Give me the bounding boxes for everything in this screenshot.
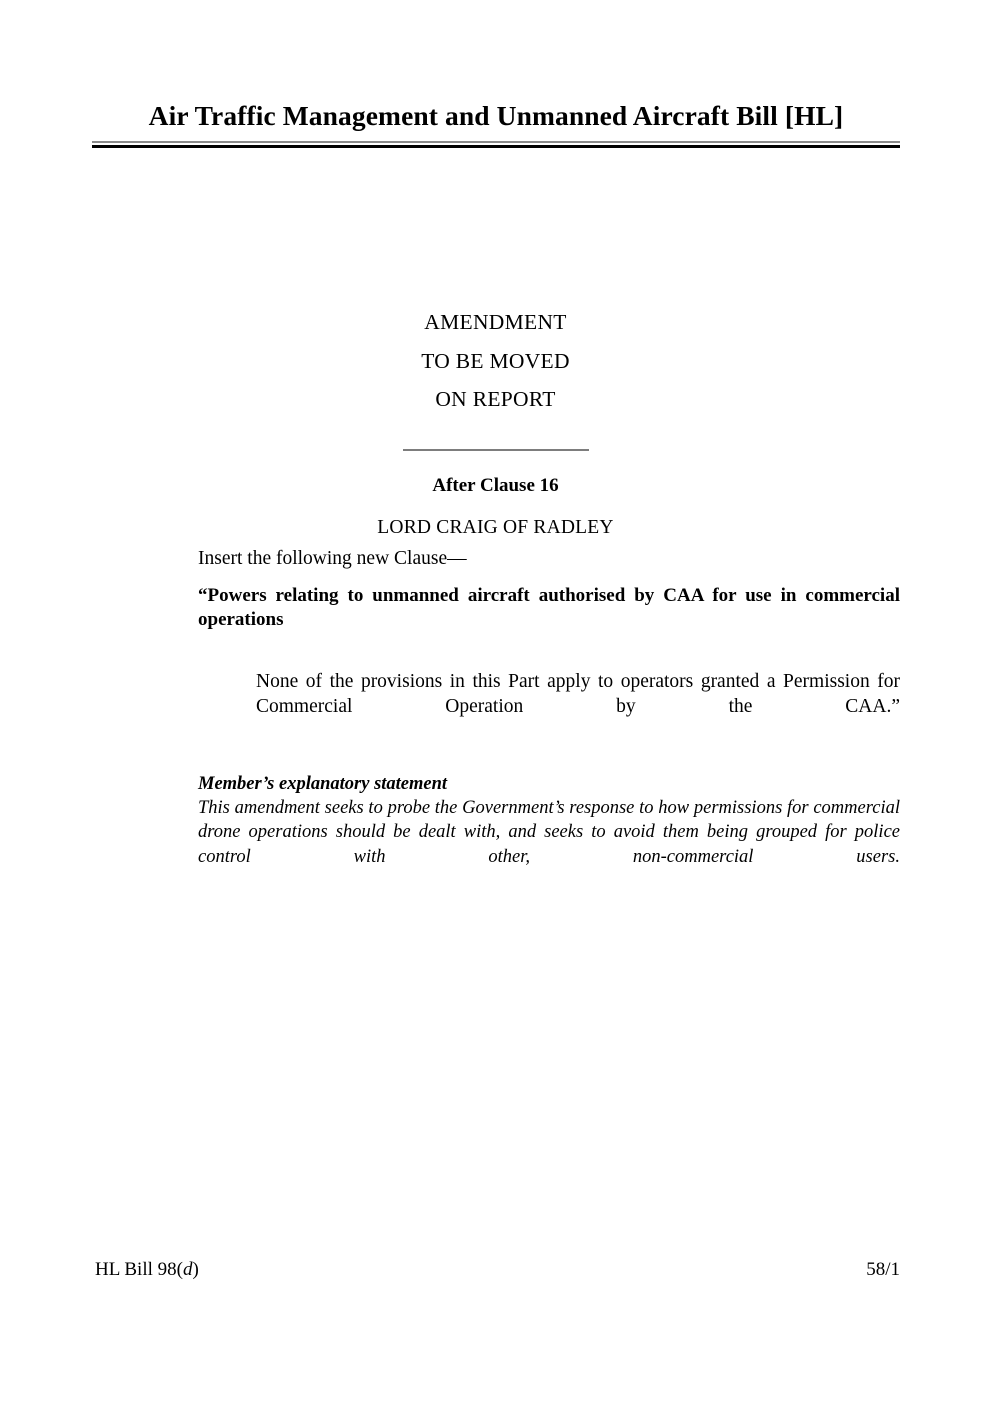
insert-instruction: Insert the following new Clause— [198,548,467,569]
bill-reference-suffix: ) [192,1259,199,1280]
heading-line-to-be-moved: TO BE MOVED [421,348,570,373]
heading-line-amendment: AMENDMENT [424,310,567,334]
page-number: 58/1 [866,1259,900,1280]
explanatory-statement-title: Member’s explanatory statement [198,773,448,794]
title-block [92,100,900,148]
amendment-heading-group [0,303,991,459]
bill-reference-letter: d [182,1259,193,1280]
bill-reference [95,1259,199,1281]
page-footer [95,1259,900,1281]
bill-reference-prefix: HL Bill 98( [95,1259,183,1280]
explanatory-statement-block [198,772,900,894]
clause-heading: “Powers relating to unmanned aircraft authorised by CAA for use in commercial operations [198,584,900,631]
explanatory-statement-text: This amendment seeks to probe the Government’s response to how permissions for commercial drone operations should be dealt with, and seeks to avoid them being grouped for police control with other, non-commercial users. [198,797,900,868]
title-rule-thick [92,145,900,148]
separator-rule-wrap [0,441,991,459]
title-rule-thin [92,141,900,143]
heading-line-on-report: ON REPORT [435,387,556,411]
member-name: LORD CRAIG OF RADLEY [377,517,614,538]
amendment-body [198,546,900,894]
after-clause-heading: After Clause 16 [432,475,559,496]
page-title: Air Traffic Management and Unmanned Aircraft Bill [HL] [148,100,844,131]
separator-rule [403,449,589,451]
clause-body-text: None of the provisions in this Part apply to operators granted a Permission for Commercial Operation by the CAA.” [256,670,900,718]
